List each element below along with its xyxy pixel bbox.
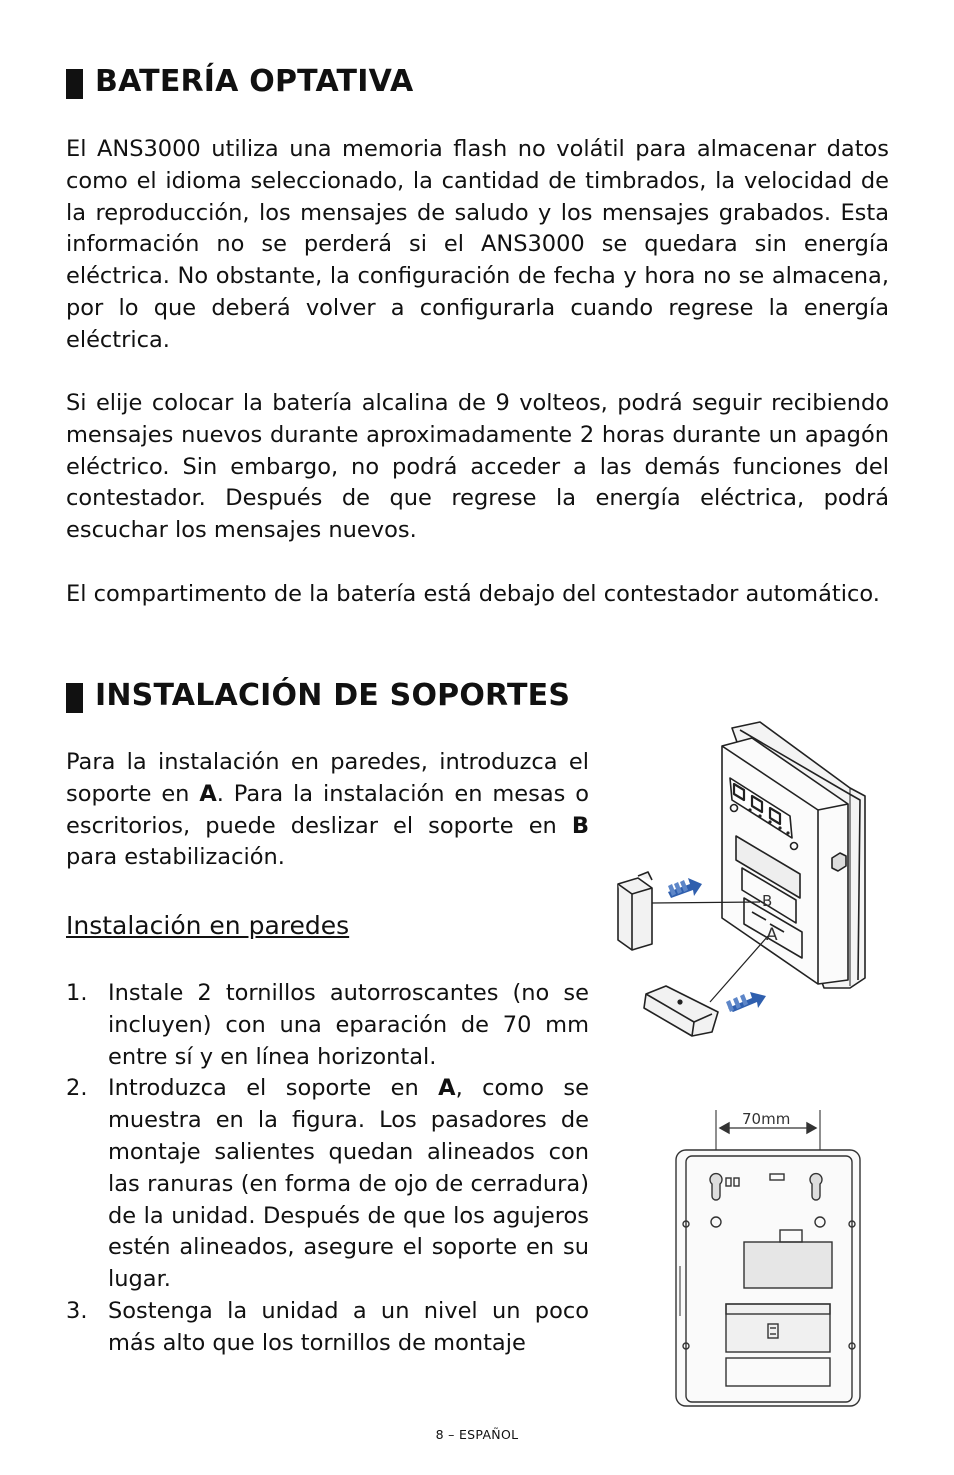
insert-arrow-icon [726,992,766,1012]
paragraph-bateria-alcalina: Si elije colocar la batería alcalina de 9 volteos, podrá seguir recibiendo mensajes nuevos durante aproximadamente 2 horas durante un apagón eléctrico. Sin embargo, no podrá acceder a las demás funciones del contestador. Después de que regrese la energía eléctrica, podrá escuchar los mensajes nuevos. [66,390,889,544]
flat-bracket [644,986,718,1036]
insert-arrow-icon [668,878,702,898]
list-item: 3. Sostenga la unidad a un nivel un poco más alto que los tornillos de montaje [66,1297,589,1356]
dimension-label: 70mm [742,1110,791,1128]
steps-list [66,978,589,1360]
bracket-installation-figure [610,718,880,1043]
heading-marker [66,683,83,713]
list-item: 1. Instale 2 tornillos autorroscantes (no se incluyen) con una eparación de 70 mm entre sí y en línea horizontal. [66,980,589,1070]
wall-mount-spacing-figure [672,1106,866,1412]
heading-bateria-optativa [66,64,413,100]
heading-text: INSTALACIÓN DE SOPORTES [95,678,571,713]
heading-marker [66,69,83,99]
label-b: B [762,892,773,910]
paragraph-memoria: El ANS3000 utiliza una memoria flash no volátil para almacenar datos como el idioma seleccionado, la cantidad de timbrados, la velocidad de la reproducción, los mensajes de saludo y los mensajes grabados. Esta información no se perderá si el ANS3000 se quedara sin energía eléctrica. No obstante, la configuración de fecha y hora no se almacena, por lo que deberá volver a configurarla cuando regrese la energía eléctrica. [66,136,889,353]
heading-instalacion-soportes [66,678,570,714]
upright-bracket [618,872,652,950]
list-item: 2. Introduzca el soporte en A, como se muestra en la figura. Los pasadores de montaje salientes quedan alineados con las ranuras (en forma de ojo de cerradura) de la unidad. Después de que los agujeros estén alineados, asegure el soporte en su lugar. [66,1075,589,1293]
heading-text: BATERÍA OPTATIVA [95,64,414,99]
paragraph-intro-soportes: Para la instalación en paredes, introduzca el soporte en A. Para la instalación en mesas o escritorios, puede deslizar el soporte en B para estabilización. [66,749,590,871]
label-a: A [766,925,778,945]
paragraph-compartimento: El compartimento de la batería está debajo del contestador automático. [66,581,880,607]
subheading-instalacion-paredes: Instalación en paredes [66,911,350,940]
page-footer: 8 – ESPAÑOL [435,1427,519,1442]
